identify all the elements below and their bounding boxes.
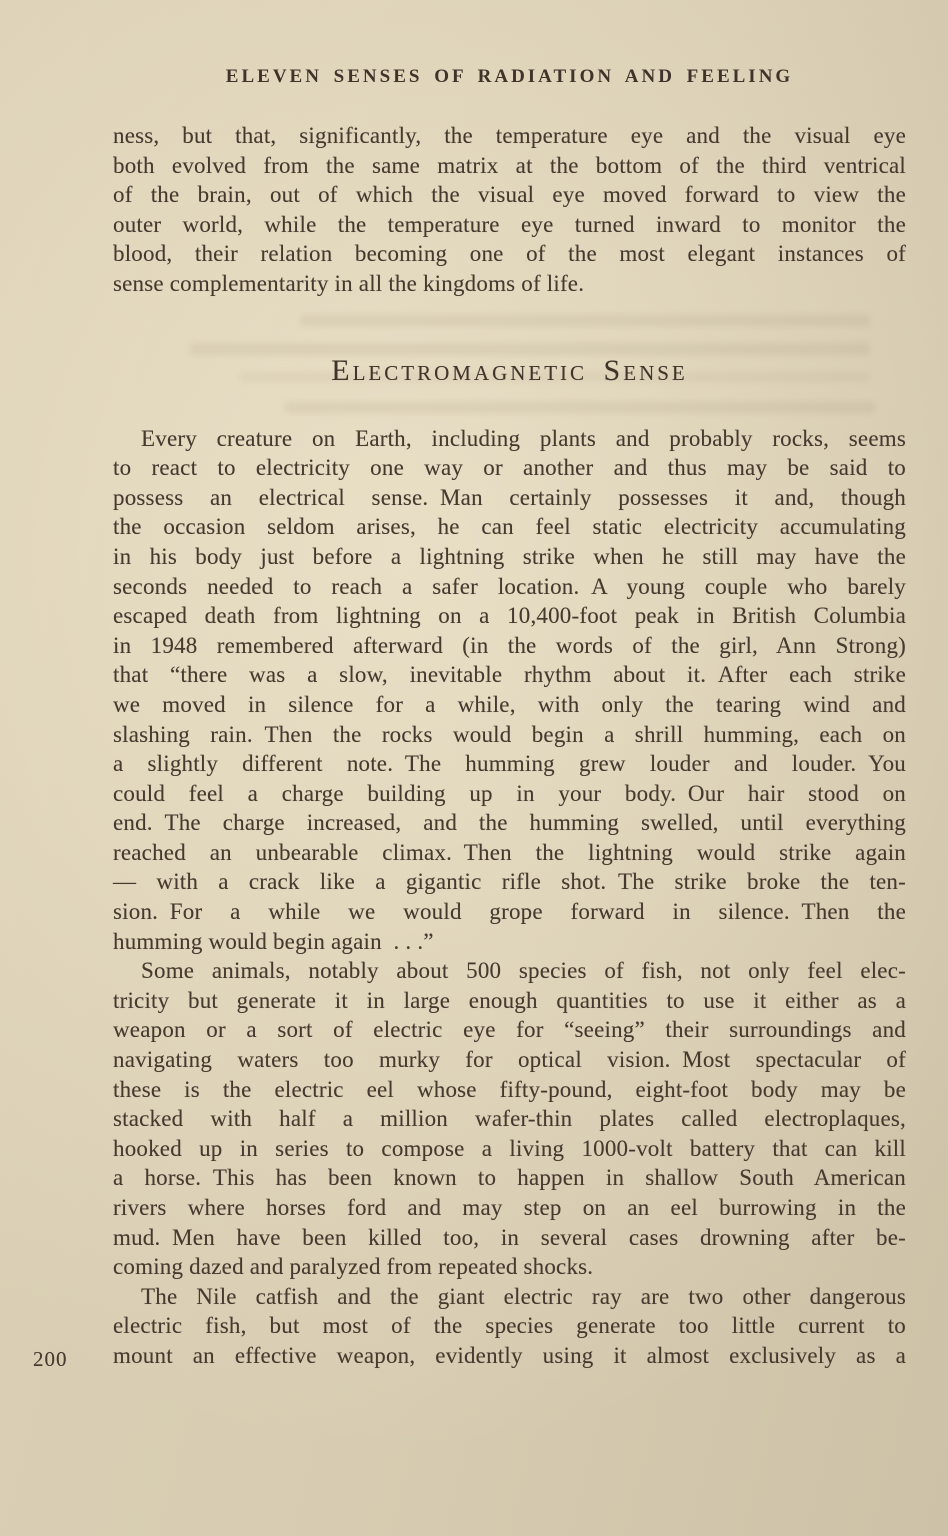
- text-line: both evolved from the same matrix at the bottom of the third ventrical: [113, 152, 906, 178]
- text-line: sion. For a while we would grope forward in silence. Then the: [113, 899, 906, 925]
- text-line: navigating waters too murky for optical vision. Most spectacular of: [113, 1047, 906, 1073]
- text-line: tricity but generate it in large enough quantities to use it either as a: [113, 987, 906, 1013]
- text-line: outer world, while the temperature eye turned inward to monitor the: [113, 211, 906, 237]
- text-line: ness, but that, significantly, the temperature eye and the visual eye: [113, 123, 906, 148]
- text-line: to react to electricity one way or another and thus may be said to: [113, 455, 906, 481]
- text-line: The Nile catfish and the giant electric ray are two other dangerous: [141, 1283, 906, 1309]
- paragraph: [113, 1282, 906, 1371]
- text-line: mount an effective weapon, evidently using it almost exclusively as a: [113, 1342, 906, 1368]
- text-line: stacked with half a million wafer-thin plates called electroplaques,: [113, 1106, 906, 1132]
- text-line: in 1948 remembered afterward (in the words of the girl, Ann Strong): [113, 632, 906, 658]
- paragraph: [113, 121, 906, 299]
- text-line: the occasion seldom arises, he can feel static electricity accumulating: [113, 514, 906, 540]
- text-line: end. The charge increased, and the humming swelled, until everything: [113, 810, 906, 836]
- running-header: ELEVEN SENSES OF RADIATION AND FEELING: [225, 66, 794, 87]
- text-line: that “there was a slow, inevitable rhythm about it. After each strike: [113, 662, 906, 688]
- paragraph: [113, 424, 906, 957]
- text-line: — with a crack like a gigantic rifle shot. The strike broke the ten-: [113, 869, 906, 895]
- text-line: in his body just before a lightning strike when he still may have the: [113, 543, 906, 569]
- text-line: sense complementarity in all the kingdoms of life.: [113, 270, 585, 296]
- text-line: these is the electric eel whose fifty-pound, eight-foot body may be: [113, 1076, 906, 1102]
- text-line: a slightly different note. The humming grew louder and louder. You: [113, 751, 906, 777]
- page-number: 200: [33, 1347, 68, 1371]
- text-column: [113, 121, 906, 1371]
- text-line: slashing rain. Then the rocks would begin a shrill humming, each on: [113, 721, 906, 747]
- text-line: Some animals, notably about 500 species of fish, not only feel elec-: [141, 958, 906, 984]
- text-line: a horse. This has been known to happen in shallow South American: [113, 1165, 906, 1191]
- text-line: coming dazed and paralyzed from repeated shocks.: [113, 1254, 594, 1280]
- paragraph: [113, 956, 906, 1282]
- text-line: Every creature on Earth, including plants and probably rocks, seems: [141, 425, 906, 451]
- text-line: rivers where horses ford and may step on an eel burrowing in the: [113, 1195, 906, 1220]
- text-line: reached an unbearable climax. Then the lightning would strike again: [113, 839, 906, 865]
- text-line: possess an electrical sense. Man certainly possesses it and, though: [113, 484, 906, 510]
- text-line: weapon or a sort of electric eye for “seeing” their surroundings and: [113, 1017, 906, 1043]
- text-line: we moved in silence for a while, with only the tearing wind and: [113, 691, 906, 717]
- section-heading: Electromagnetic Sense: [331, 353, 688, 387]
- text-line: humming would begin again . . .”: [113, 928, 434, 954]
- text-line: hooked up in series to compose a living 1000-volt battery that can kill: [113, 1135, 906, 1161]
- text-line: blood, their relation becoming one of the most elegant instances of: [113, 241, 906, 267]
- opening-paragraph-block: [113, 121, 906, 299]
- text-line: seconds needed to reach a safer location. A young couple who barely: [113, 573, 906, 599]
- text-line: of the brain, out of which the visual eye moved forward to view the: [113, 182, 906, 208]
- text-line: could feel a charge building up in your body. Our hair stood on: [113, 780, 906, 806]
- body-paragraph-block: [113, 424, 906, 1371]
- text-line: mud. Men have been killed too, in several cases drowning after be-: [113, 1224, 906, 1250]
- text-line: escaped death from lightning on a 10,400-foot peak in British Columbia: [113, 603, 906, 629]
- text-line: electric fish, but most of the species generate too little current to: [113, 1313, 906, 1339]
